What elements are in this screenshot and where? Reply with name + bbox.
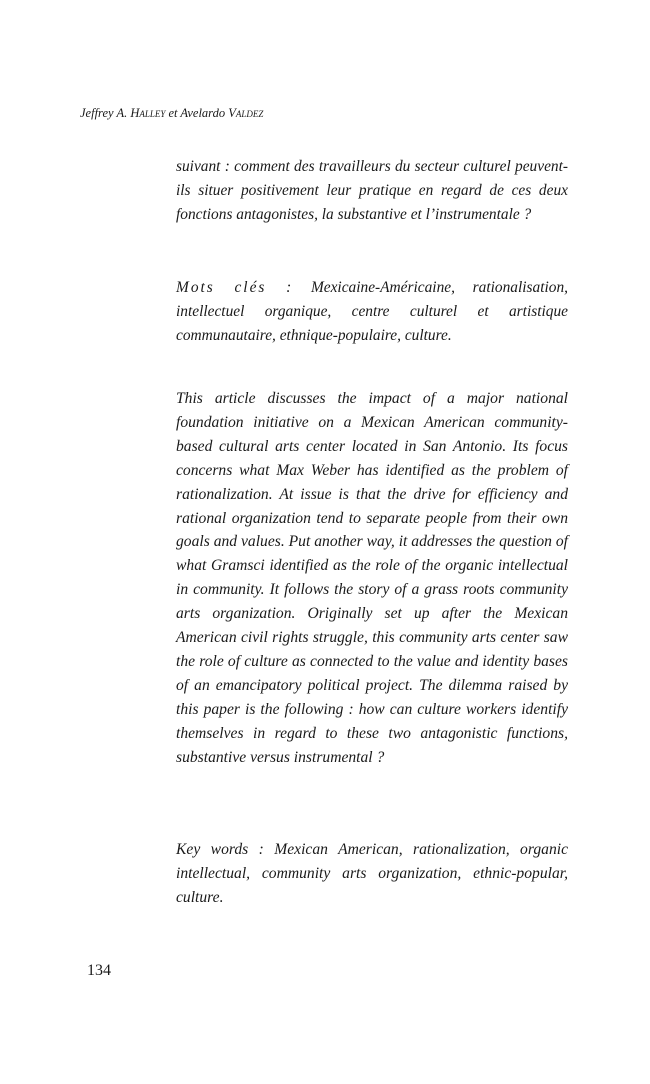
abstract-block xyxy=(176,387,568,770)
page-number: 134 xyxy=(87,962,111,979)
key-words-block xyxy=(176,838,568,910)
author-1-first: Jeffrey A. xyxy=(80,106,131,120)
key-words-label: Key words : xyxy=(176,841,264,858)
resume-end-block xyxy=(176,155,568,227)
resume-end-paragraph: suivant : comment des travailleurs du secteur culturel peuvent-ils situer positivement leur pratique en regard de ces deux fonctions antagonistes, la substantive et l’instrumentale ? xyxy=(176,158,568,223)
mots-cles-paragraph xyxy=(176,276,568,348)
mots-cles-label: Mots clés : xyxy=(176,279,294,296)
abstract-paragraph: This article discusses the impact of a major national foundation initiative on a Mexican American community-based cultural arts center located in San Antonio. Its focus concerns what Max Weber has identified as the problem of rationalization. At issue is that the drive for efficiency and rational organization tend to separate people from their own goals and values. Put another way, it addresses the question of what Gramsci identified as the role of the organic intellectual in community. It follows the story of a grass roots community arts organization. Originally set up after the Mexican American civil rights struggle, this community arts center saw the role of culture as connected to the value and identity bases of an emancipatory political project. The dilemma raised by this paper is the following : how can culture workers identify themselves in regard to these two antagonistic functions, substantive versus instrumental ? xyxy=(176,390,568,766)
conjunction: et xyxy=(165,106,181,120)
key-words-paragraph xyxy=(176,838,568,910)
author-1-last: Halley xyxy=(130,106,166,120)
running-head xyxy=(80,106,263,121)
author-2-first: Avelardo xyxy=(180,106,229,120)
mots-cles-terms: Mexicaine-Américaine, rationalisation, intellectuel organique, centre culturel et artistique communautaire, ethnique-populaire, culture. xyxy=(176,279,568,344)
key-words-terms: Mexican American, rationalization, organic intellectual, community arts organization, ethnic-popular, culture. xyxy=(176,841,568,906)
author-2-last: Valdez xyxy=(228,106,264,120)
mots-cles-block xyxy=(176,276,568,348)
